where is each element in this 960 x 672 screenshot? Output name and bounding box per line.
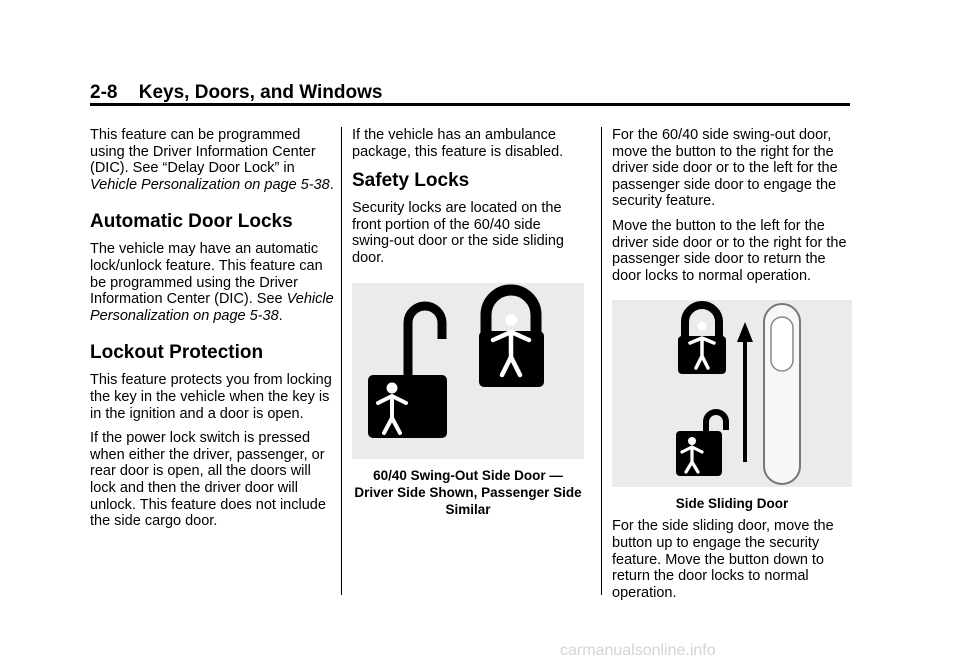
- section-number: 2-8: [90, 82, 118, 103]
- page-header: [90, 82, 382, 104]
- unlocked-child-icon: [676, 412, 726, 476]
- column-1: [90, 127, 335, 538]
- header-rule: [90, 103, 850, 106]
- column-divider: [601, 127, 602, 595]
- section-title: Keys, Doors, and Windows: [138, 82, 383, 103]
- column-3: [612, 127, 852, 609]
- paragraph: This feature can be programmed using the Driver Information Center (DIC). See “Delay Door Lock” in Vehicle Personalization on page 5-38.: [90, 127, 334, 193]
- paragraph: The vehicle may have an automatic lock/unlock feature. This feature can be programmed using the Driver Information Center (DIC). See Vehicle Personalization on page 5-38.: [90, 241, 334, 324]
- cross-reference: Vehicle Personalization on page 5-38: [90, 176, 330, 193]
- paragraph: For the side sliding door, move the button up to engage the security feature. Move the button down to return the door locks to normal operation.: [612, 518, 834, 601]
- paragraph: For the 60/40 side swing-out door, move the button to the right for the driver side door or to the left for the passenger side door to engage the security feature.: [612, 127, 838, 210]
- heading-safety-locks: Safety Locks: [352, 170, 470, 192]
- column-divider: [341, 127, 342, 595]
- sliding-lock-switch: [764, 304, 800, 484]
- paragraph: This feature protects you from locking the key in the vehicle when the key is in the ignition and a door is open.: [90, 372, 332, 422]
- cross-reference: Vehicle Personalization on page 5-38: [90, 291, 334, 324]
- heading-automatic-door-locks: Automatic Door Locks: [90, 211, 293, 233]
- paragraph: Security locks are located on the front portion of the 60/40 side swing-out door or the side sliding door.: [352, 200, 564, 266]
- locked-child-icon: [678, 305, 726, 374]
- heading-lockout-protection: Lockout Protection: [90, 342, 264, 364]
- watermark: carmanualsonline.info: [560, 642, 716, 659]
- column-2: [352, 127, 584, 524]
- figure-caption: 60/40 Swing-Out Side Door — Driver Side Shown, Passenger Side Similar: [354, 467, 582, 517]
- locked-child-icon: [479, 290, 544, 387]
- swing-out-door-lock-illustration: [352, 283, 584, 459]
- arrow-up-icon: [737, 322, 753, 462]
- unlocked-child-icon: [368, 306, 447, 438]
- figure-caption: Side Sliding Door: [675, 496, 789, 512]
- paragraph: If the vehicle has an ambulance package, this feature is disabled.: [352, 127, 564, 160]
- paragraph: Move the button to the left for the driver side door or to the right for the passenger side door to return the door locks to normal operation.: [612, 217, 847, 284]
- paragraph: If the power lock switch is pressed when either the driver, passenger, or rear door is open, all the doors will lock and then the driver door will unlock. This feature does not include the side cargo door.: [90, 430, 326, 530]
- sliding-door-lock-illustration: [612, 300, 852, 487]
